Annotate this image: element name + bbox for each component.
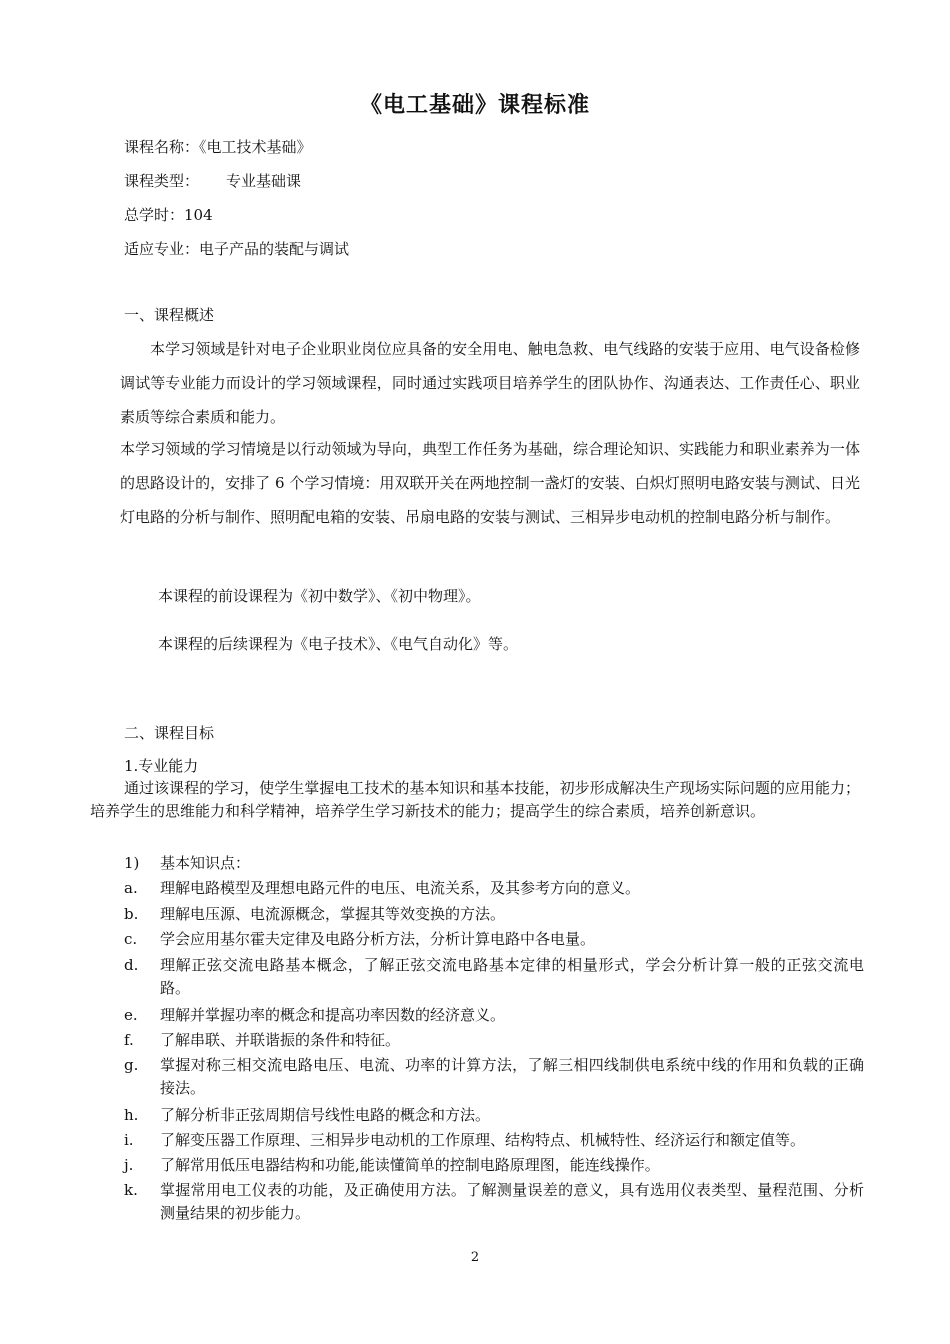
list-item-label: a. (124, 879, 138, 897)
follow-up-courses: 本课程的后续课程为《电子技术》、《电气自动化》等。 (158, 635, 519, 653)
course-major: 适应专业：电子产品的装配与调试 (124, 240, 350, 258)
list-item-text: 了解串联、并联谐振的条件和特征。 (160, 1031, 401, 1049)
list-item-label: d. (124, 956, 139, 974)
list-item-label: c. (124, 930, 138, 948)
list-item-label: f. (124, 1031, 134, 1049)
list-item-text: 理解电压源、电流源概念，掌握其等效变换的方法。 (160, 905, 506, 923)
list-item-label: j. (124, 1156, 134, 1174)
overview-paragraph-2: 本学习领域的学习情境是以行动领域为导向，典型工作任务为基础，综合理论知识、实践能力和职业素养为一体的思路设计的，安排了 6 个学习情境：用双联开关在两地控制一盏灯的安装、白炽灯照明电路安装与测试、日光灯电路的分析与制作、照明配电箱的安装、吊扇电路的安装与测试、三相异步电动机的控制电路分析与制作。 (120, 440, 860, 526)
list-item-label: k. (124, 1181, 138, 1199)
list-item-label: b. (124, 905, 139, 923)
document-title: 《电工基础》课程标准 (359, 92, 590, 118)
overview-paragraph-1: 本学习领域是针对电子企业职业岗位应具备的安全用电、触电急救、电气线路的安装于应用、电气设备检修调试等专业能力而设计的学习领域课程，同时通过实践项目培养学生的团队协作、沟通表达、工作责任心、职业素质等综合素质和能力。 (120, 340, 860, 426)
section-heading-overview: 一、课程概述 (124, 306, 215, 324)
list-item-text: 理解电路模型及理想电路元件的电压、电流关系，及其参考方向的意义。 (160, 879, 641, 897)
list-item-text: 理解正弦交流电路基本概念，了解正弦交流电路基本定律的相量形式，学会分析计算一般的正弦交流电路。 (160, 956, 864, 997)
list-heading-label: 1) (124, 854, 140, 872)
list-item-label: g. (124, 1056, 139, 1074)
list-item-label: i. (124, 1131, 134, 1149)
list-item-text: 掌握常用电工仪表的功能，及正确使用方法。了解测量误差的意义，具有选用仪表类型、量程范围、分析测量结果的初步能力。 (160, 1181, 864, 1222)
section-heading-objectives: 二、课程目标 (124, 724, 215, 742)
list-item-text: 理解并掌握功率的概念和提高功率因数的经济意义。 (160, 1006, 506, 1024)
course-hours: 总学时：104 (124, 206, 213, 224)
course-name: 课程名称：《电工技术基础》 (124, 138, 312, 156)
course-type-value: 专业基础课 (226, 172, 302, 190)
list-item-text: 了解常用低压电器结构和功能,能读懂简单的控制电路原理图，能连线操作。 (160, 1156, 660, 1174)
list-item-label: h. (124, 1106, 139, 1124)
list-item-label: e. (124, 1006, 138, 1024)
list-item-text: 了解变压器工作原理、三相异步电动机的工作原理、结构特点、机械特性、经济运行和额定值等。 (160, 1131, 806, 1149)
subsection-professional-ability: 1.专业能力 (124, 757, 199, 775)
page-number: 2 (470, 1250, 480, 1265)
course-type-label: 课程类型： (124, 172, 200, 190)
list-item-text: 掌握对称三相交流电路电压、电流、功率的计算方法，了解三相四线制供电系统中线的作用和负载的正确接法。 (160, 1056, 864, 1097)
list-item-text: 学会应用基尔霍夫定律及电路分析方法，分析计算电路中各电量。 (160, 930, 596, 948)
list-heading-text: 基本知识点： (160, 854, 251, 872)
list-item-text: 了解分析非正弦周期信号线性电路的概念和方法。 (160, 1106, 491, 1124)
objectives-intro: 通过该课程的学习，使学生掌握电工技术的基本知识和基本技能，初步形成解决生产现场实际问题的应用能力；培养学生的思维能力和科学精神，培养学生学习新技术的能力；提高学生的综合素质，培养创新意识。 (90, 779, 860, 820)
prerequisite-courses: 本课程的前设课程为《初中数学》、《初中物理》。 (158, 587, 481, 605)
